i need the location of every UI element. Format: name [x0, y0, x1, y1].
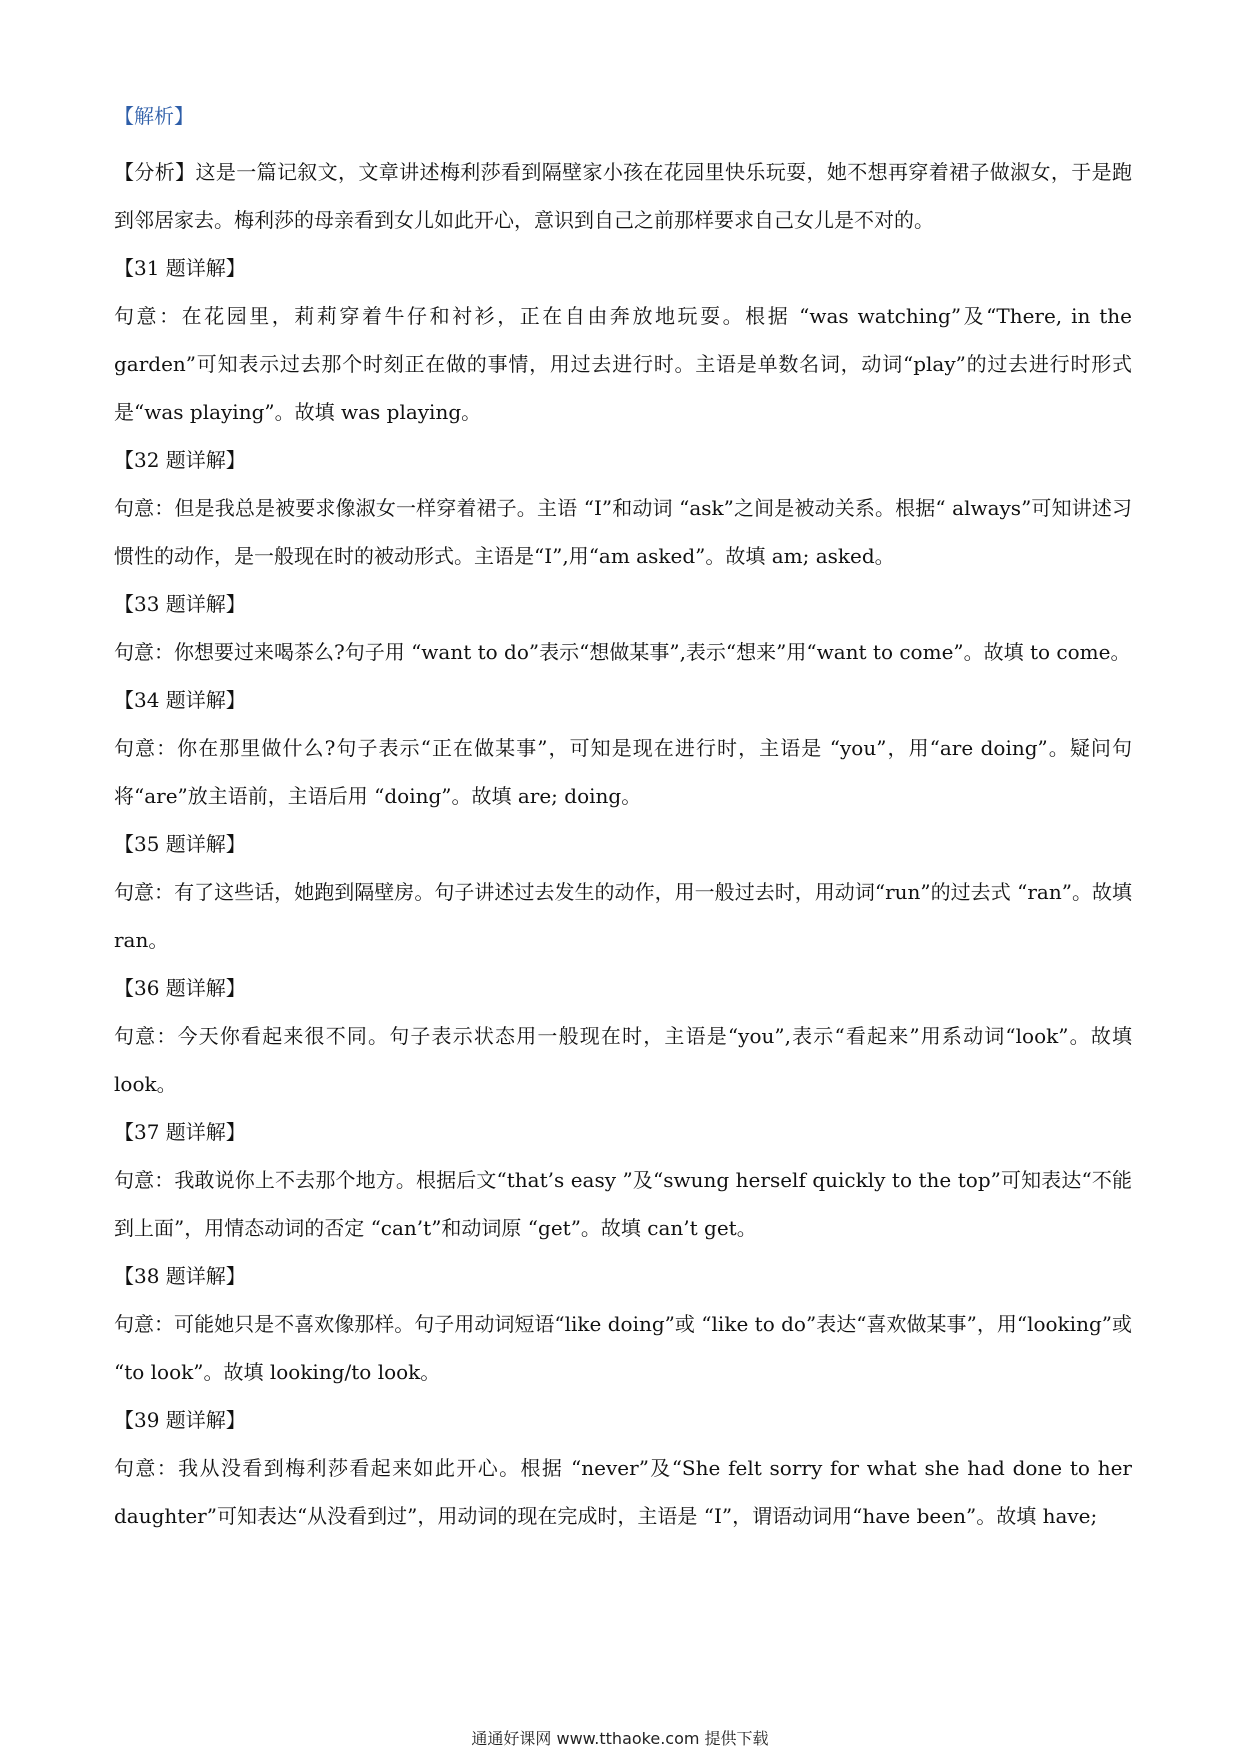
- analysis-paragraph: 【分析】这是一篇记叙文，文章讲述梅利莎看到隔壁家小孩在花园里快乐玩耍，她不想再穿着裙子做淑女，于是跑到邻居家去。梅利莎的母亲看到女儿如此开心，意识到自己之前那样要求自己女儿是不对的。: [114, 160, 1132, 232]
- question-explanation: 句意：有了这些话，她跑到隔壁房。句子讲述过去发生的动作，用一般过去时，用动词“run”的过去式 “ran”。故填 ran。: [114, 880, 1132, 952]
- question-heading: 【32 题详解】: [114, 448, 246, 472]
- question-heading: 【36 题详解】: [114, 976, 246, 1000]
- question-explanation: 句意：你在那里做什么?句子表示“正在做某事”，可知是现在进行时，主语是 “you”，用“are doing”。疑问句将“are”放主语前，主语后用 “doing”。故填 are; doing。: [114, 736, 1132, 808]
- question-heading: 【35 题详解】: [114, 832, 246, 856]
- question-31: [114, 244, 1132, 436]
- question-explanation: 句意：你想要过来喝茶么?句子用 “want to do”表示“想做某事”,表示“想来”用“want to come”。故填 to come。: [114, 640, 1131, 664]
- question-explanation: 句意：我敢说你上不去那个地方。根据后文“that’s easy ”及“swung herself quickly to the top”可知表达“不能到上面”，用情态动词的否定 “can’t”和动词原 “get”。故填 can’t get。: [114, 1168, 1132, 1240]
- document-content: [114, 100, 1132, 1540]
- question-35: [114, 820, 1132, 964]
- question-39: [114, 1396, 1132, 1540]
- question-explanation: 句意：今天你看起来很不同。句子表示状态用一般现在时，主语是“you”,表示“看起来”用系动词“look”。故填 look。: [114, 1024, 1132, 1096]
- question-34: [114, 676, 1132, 820]
- question-38: [114, 1252, 1132, 1396]
- question-33: [114, 580, 1132, 676]
- question-heading: 【38 题详解】: [114, 1264, 246, 1288]
- question-heading: 【39 题详解】: [114, 1408, 246, 1432]
- question-explanation: 句意：但是我总是被要求像淑女一样穿着裙子。主语 “I”和动词 “ask”之间是被动关系。根据“ always”可知讲述习惯性的动作，是一般现在时的被动形式。主语是“I”,用“am asked”。故填 am; asked。: [114, 496, 1132, 568]
- question-explanation: 句意：可能她只是不喜欢像那样。句子用动词短语“like doing”或 “like to do”表达“喜欢做某事”，用“looking”或 “to look”。故填 looking/to look。: [114, 1312, 1132, 1384]
- question-heading: 【34 题详解】: [114, 688, 246, 712]
- question-heading: 【33 题详解】: [114, 592, 246, 616]
- question-explanation: 句意：在花园里，莉莉穿着牛仔和衬衫，正在自由奔放地玩耍。根据 “was watching”及“There, in the garden”可知表示过去那个时刻正在做的事情，用过去进行时。主语是单数名词，动词“play”的过去进行时形式是“was playing”。故填 was playing。: [114, 304, 1132, 424]
- section-title: 【解析】: [114, 104, 194, 128]
- question-heading: 【31 题详解】: [114, 256, 246, 280]
- question-37: [114, 1108, 1132, 1252]
- question-36: [114, 964, 1132, 1108]
- page-footer: 通通好课网 www.tthaoke.com 提供下载: [471, 1729, 769, 1748]
- question-explanation: 句意：我从没看到梅利莎看起来如此开心。根据 “never”及“She felt sorry for what she had done to her daughter”可知表达“从没看到过”，用动词的现在完成时，主语是 “I”，谓语动词用“have been”。故填 have;: [114, 1456, 1132, 1528]
- question-32: [114, 436, 1132, 580]
- question-heading: 【37 题详解】: [114, 1120, 246, 1144]
